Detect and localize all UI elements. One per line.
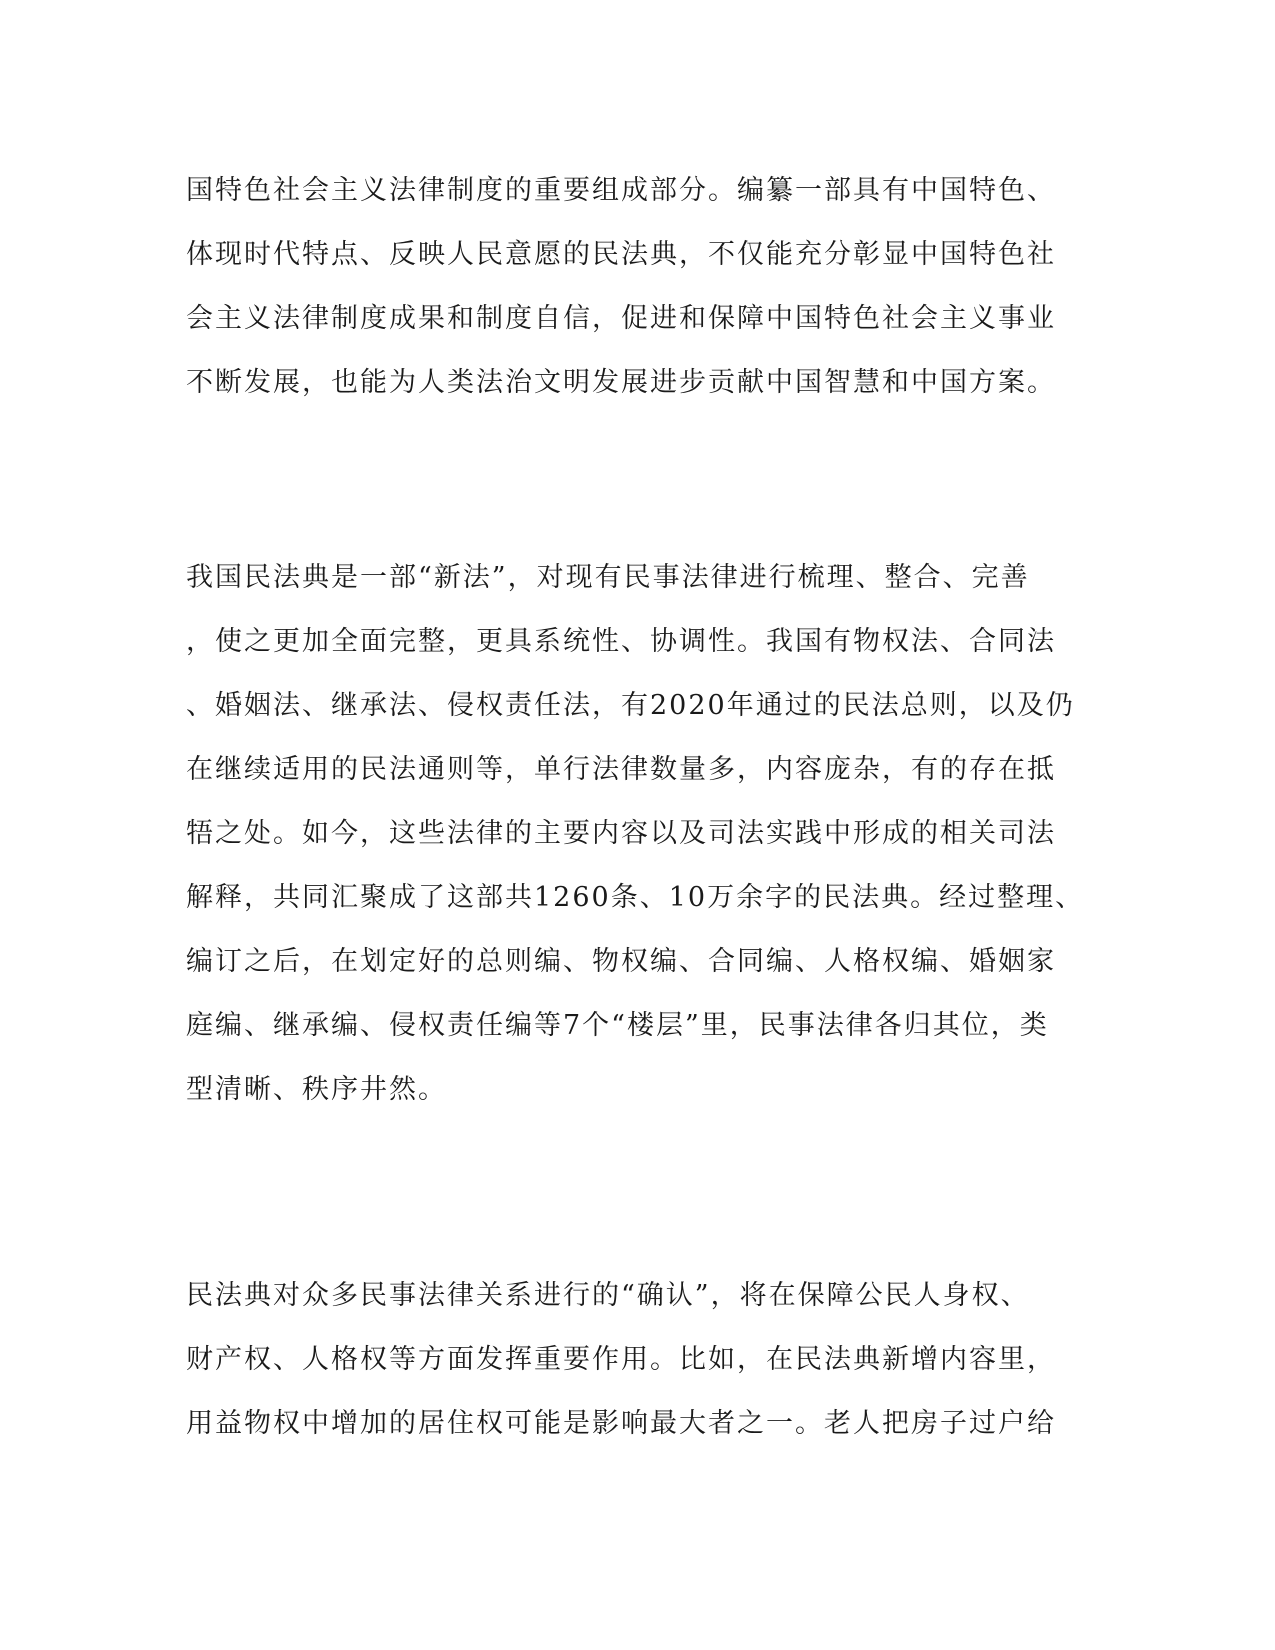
text-line: 牾之处。如今，这些法律的主要内容以及司法实践中形成的相关司法 <box>186 818 1056 849</box>
text-line: 财产权、人格权等方面发挥重要作用。比如，在民法典新增内容里， <box>186 1344 1056 1375</box>
text-line: 会主义法律制度成果和制度自信，促进和保障中国特色社会主义事业 <box>186 303 1056 334</box>
paragraph-3 <box>186 1264 1086 1456</box>
text-line: 国特色社会主义法律制度的重要组成部分。编纂一部具有中国特色、 <box>186 175 1056 206</box>
text-line: 民法典对众多民事法律关系进行的“确认”，将在保障公民人身权、 <box>186 1280 1030 1311</box>
text-line: 、婚姻法、继承法、侵权责任法，有2020年通过的民法总则，以及仍 <box>186 690 1075 721</box>
paragraph-1 <box>186 159 1086 415</box>
text-line: 我国民法典是一部“新法”，对现有民事法律进行梳理、整合、完善 <box>186 562 1030 593</box>
text-line: 体现时代特点、反映人民意愿的民法典，不仅能充分彰显中国特色社 <box>186 239 1056 270</box>
paragraph-2 <box>186 546 1086 1122</box>
text-line: ，使之更加全面完整，更具系统性、协调性。我国有物权法、合同法 <box>186 626 1056 657</box>
text-line: 用益物权中增加的居住权可能是影响最大者之一。老人把房子过户给 <box>186 1408 1056 1439</box>
text-line: 型清晰、秩序井然。 <box>186 1074 447 1105</box>
text-line: 不断发展，也能为人类法治文明发展进步贡献中国智慧和中国方案。 <box>186 367 1056 398</box>
text-line: 庭编、继承编、侵权责任编等7个“楼层”里，民事法律各归其位，类 <box>186 1010 1049 1041</box>
text-line: 在继续适用的民法通则等，单行法律数量多，内容庞杂，有的存在抵 <box>186 754 1056 785</box>
text-line: 编订之后，在划定好的总则编、物权编、合同编、人格权编、婚姻家 <box>186 946 1056 977</box>
text-line: 解释，共同汇聚成了这部共1260条、10万余字的民法典。经过整理、 <box>186 882 1085 913</box>
